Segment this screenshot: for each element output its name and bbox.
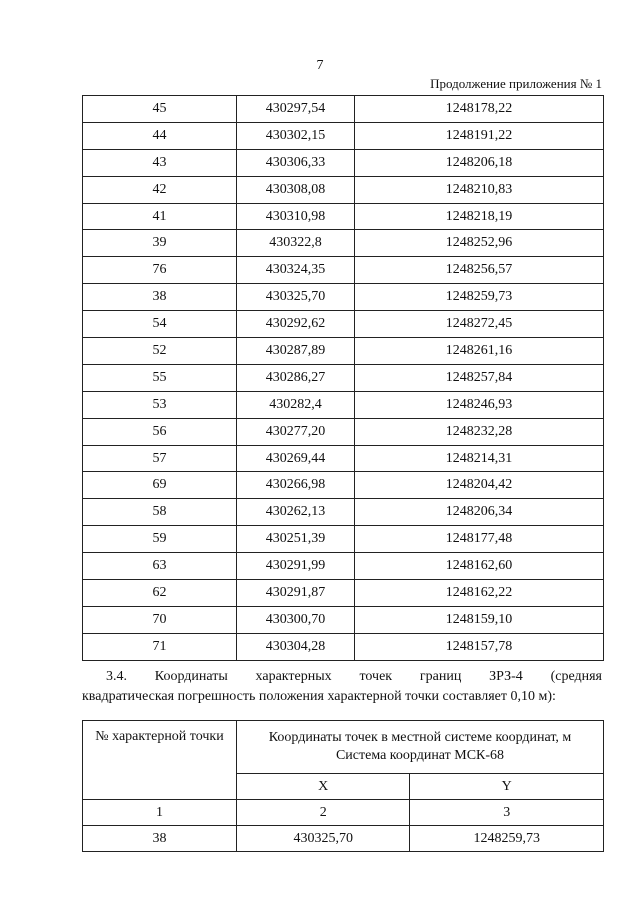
y-coordinate: 1248261,16: [355, 338, 604, 365]
y-coordinate: 1248256,57: [355, 257, 604, 284]
point-number: 38: [83, 826, 237, 852]
table-row: [83, 391, 604, 418]
y-coordinate: 1248177,48: [355, 526, 604, 553]
point-number: 76: [83, 257, 237, 284]
x-coordinate: 430266,98: [237, 472, 355, 499]
coordinates-table-zrz4: [82, 720, 604, 852]
table-row: [83, 606, 604, 633]
header-y: Y: [410, 774, 604, 800]
section-3-4: [82, 667, 602, 707]
table-row: [83, 176, 604, 203]
point-number: 54: [83, 311, 237, 338]
y-coordinate: 1248252,96: [355, 230, 604, 257]
y-coordinate: 1248210,83: [355, 176, 604, 203]
page-number: 7: [316, 58, 324, 73]
y-coordinate: 1248206,34: [355, 499, 604, 526]
table-row: [83, 826, 604, 852]
table-row: [83, 526, 604, 553]
x-coordinate: 430287,89: [237, 338, 355, 365]
y-coordinate: 1248157,78: [355, 633, 604, 660]
x-coordinate: 430306,33: [237, 149, 355, 176]
point-number: 58: [83, 499, 237, 526]
header-point-number: № характерной точки: [83, 721, 237, 800]
table-row: [83, 580, 604, 607]
table-row: [83, 257, 604, 284]
point-number: 42: [83, 176, 237, 203]
table-row: [83, 364, 604, 391]
y-coordinate: 1248232,28: [355, 418, 604, 445]
table-row: [83, 499, 604, 526]
y-coordinate: 1248191,22: [355, 122, 604, 149]
x-coordinate: 430282,4: [237, 391, 355, 418]
table-row: [83, 284, 604, 311]
table-row: [83, 122, 604, 149]
x-coordinate: 430297,54: [237, 96, 355, 123]
y-coordinate: 1248162,22: [355, 580, 604, 607]
table-row: [83, 311, 604, 338]
y-coordinate: 1248159,10: [355, 606, 604, 633]
table-row: [83, 203, 604, 230]
column-number: 2: [237, 800, 410, 826]
point-number: 45: [83, 96, 237, 123]
coordinates-table-zrz3: [82, 95, 604, 661]
x-coordinate: 430302,15: [237, 122, 355, 149]
x-coordinate: 430286,27: [237, 364, 355, 391]
x-coordinate: 430292,62: [237, 311, 355, 338]
column-number: 3: [410, 800, 604, 826]
table-row: [83, 338, 604, 365]
y-coordinate: 1248204,42: [355, 472, 604, 499]
point-number: 53: [83, 391, 237, 418]
x-coordinate: 430325,70: [237, 284, 355, 311]
point-number: 39: [83, 230, 237, 257]
y-coordinate: 1248259,73: [410, 826, 604, 852]
table-row: [83, 553, 604, 580]
section-heading-line: 3.4. Координаты характерных точек границ ЗРЗ-4 (средняя: [106, 669, 602, 684]
x-coordinate: 430251,39: [237, 526, 355, 553]
point-number: 62: [83, 580, 237, 607]
column-number: 1: [83, 800, 237, 826]
x-coordinate: 430291,99: [237, 553, 355, 580]
y-coordinate: 1248272,45: [355, 311, 604, 338]
y-coordinate: 1248259,73: [355, 284, 604, 311]
header-x: X: [237, 774, 410, 800]
column-number-row: [83, 800, 604, 826]
point-number: 56: [83, 418, 237, 445]
x-coordinate: 430277,20: [237, 418, 355, 445]
x-coordinate: 430304,28: [237, 633, 355, 660]
point-number: 70: [83, 606, 237, 633]
table-row: [83, 633, 604, 660]
y-coordinate: 1248257,84: [355, 364, 604, 391]
table-row: [83, 96, 604, 123]
x-coordinate: 430310,98: [237, 203, 355, 230]
table-row: [83, 149, 604, 176]
x-coordinate: 430324,35: [237, 257, 355, 284]
table-row: [83, 230, 604, 257]
point-number: 38: [83, 284, 237, 311]
x-coordinate: 430322,8: [237, 230, 355, 257]
table-row: [83, 472, 604, 499]
point-number: 44: [83, 122, 237, 149]
y-coordinate: 1248178,22: [355, 96, 604, 123]
x-coordinate: 430308,08: [237, 176, 355, 203]
point-number: 43: [83, 149, 237, 176]
table-header-row: [83, 721, 604, 774]
x-coordinate: 430269,44: [237, 445, 355, 472]
header-coordinates: Координаты точек в местной системе координат, м Система координат МСК-68: [237, 721, 604, 774]
appendix-note: Продолжение приложения № 1: [430, 76, 602, 91]
y-coordinate: 1248218,19: [355, 203, 604, 230]
point-number: 69: [83, 472, 237, 499]
point-number: 52: [83, 338, 237, 365]
x-coordinate: 430262,13: [237, 499, 355, 526]
point-number: 41: [83, 203, 237, 230]
y-coordinate: 1248206,18: [355, 149, 604, 176]
point-number: 55: [83, 364, 237, 391]
table-row: [83, 445, 604, 472]
x-coordinate: 430291,87: [237, 580, 355, 607]
point-number: 63: [83, 553, 237, 580]
x-coordinate: 430300,70: [237, 606, 355, 633]
point-number: 57: [83, 445, 237, 472]
point-number: 71: [83, 633, 237, 660]
table-row: [83, 418, 604, 445]
y-coordinate: 1248246,93: [355, 391, 604, 418]
x-coordinate: 430325,70: [237, 826, 410, 852]
section-heading-continuation: квадратическая погрешность положения характерной точки составляет 0,10 м):: [82, 689, 556, 704]
y-coordinate: 1248214,31: [355, 445, 604, 472]
y-coordinate: 1248162,60: [355, 553, 604, 580]
point-number: 59: [83, 526, 237, 553]
